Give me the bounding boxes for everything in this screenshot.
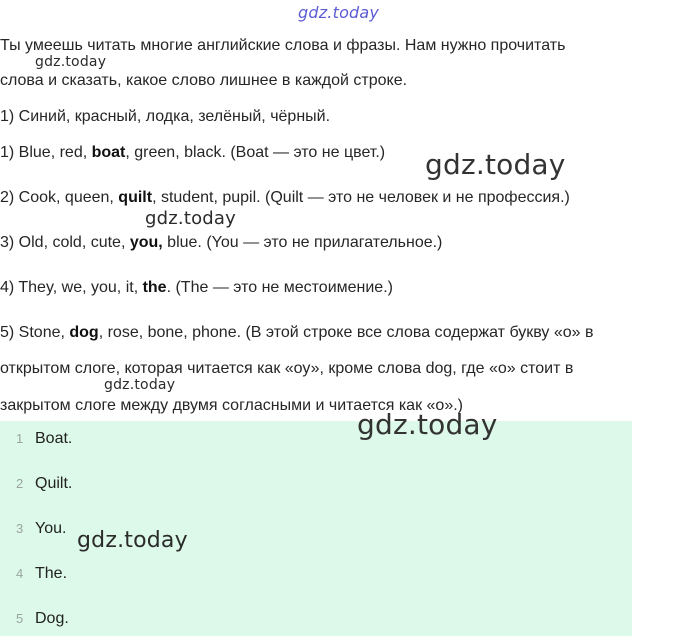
watermark-top: gdz.today <box>298 3 380 22</box>
answer-item-5-line-3: закрытом слоге между двумя согласными и читается как «о».) <box>0 397 463 414</box>
item-bold-word: quilt <box>118 189 153 206</box>
task-line: 1) Синий, красный, лодка, зелёный, чёрный. <box>0 108 331 125</box>
answer-number: 3 <box>16 521 24 536</box>
answer-item-5-line-2: открытом слоге, которая читается как «оу», кроме слова dog, где «о» стоит в <box>0 360 574 377</box>
item-text: , green, black. (Boat — это не цвет.) <box>125 144 386 161</box>
answer-text: The. <box>35 565 68 582</box>
item-text: 4) They, we, you, it, <box>0 279 143 296</box>
item-text: 2) Cook, queen, <box>0 189 119 206</box>
watermark: gdz.today <box>357 408 498 441</box>
answer-number: 2 <box>16 476 24 491</box>
answer-text: Dog. <box>35 610 69 627</box>
answer-item-5 <box>0 323 593 343</box>
intro-line-2: слова и сказать, какое слово лишнее в каждой строке. <box>0 72 408 89</box>
item-bold-word: the <box>142 279 167 296</box>
answer-item-4 <box>0 278 393 298</box>
answer-item-3 <box>0 233 442 253</box>
item-text: blue. (You — это не прилагательное.) <box>162 234 443 251</box>
item-text: 5) Stone, <box>0 324 70 341</box>
answer-number: 1 <box>16 431 24 446</box>
answer-text: Boat. <box>35 430 73 447</box>
intro-line-1: Ты умеешь читать многие английские слова и фразы. Нам нужно прочитать <box>0 37 566 54</box>
watermark: gdz.today <box>77 528 188 553</box>
item-text: , student, pupil. (Quilt — это не человек и не профессия.) <box>152 189 570 206</box>
answer-text: You. <box>35 520 67 537</box>
item-text: . (The — это не местоимение.) <box>166 279 393 296</box>
item-text: , rose, bone, phone. (В этой строке все слова содержат букву «о» в <box>98 324 594 341</box>
item-bold-word: dog <box>69 324 99 341</box>
answer-number: 5 <box>16 611 24 626</box>
item-text: 3) Old, cold, cute, <box>0 234 130 251</box>
watermark: gdz.today <box>425 148 566 181</box>
watermark: gdz.today <box>35 54 107 70</box>
answer-text: Quilt. <box>35 475 73 492</box>
answer-item-1 <box>0 143 385 163</box>
watermark: gdz.today <box>104 377 176 393</box>
answer-item-2 <box>0 188 570 208</box>
item-text: 1) Blue, red, <box>0 144 92 161</box>
watermark: gdz.today <box>145 208 237 229</box>
item-bold-word: boat <box>91 144 126 161</box>
answer-number: 4 <box>16 566 24 581</box>
item-bold-word: you, <box>129 234 163 251</box>
